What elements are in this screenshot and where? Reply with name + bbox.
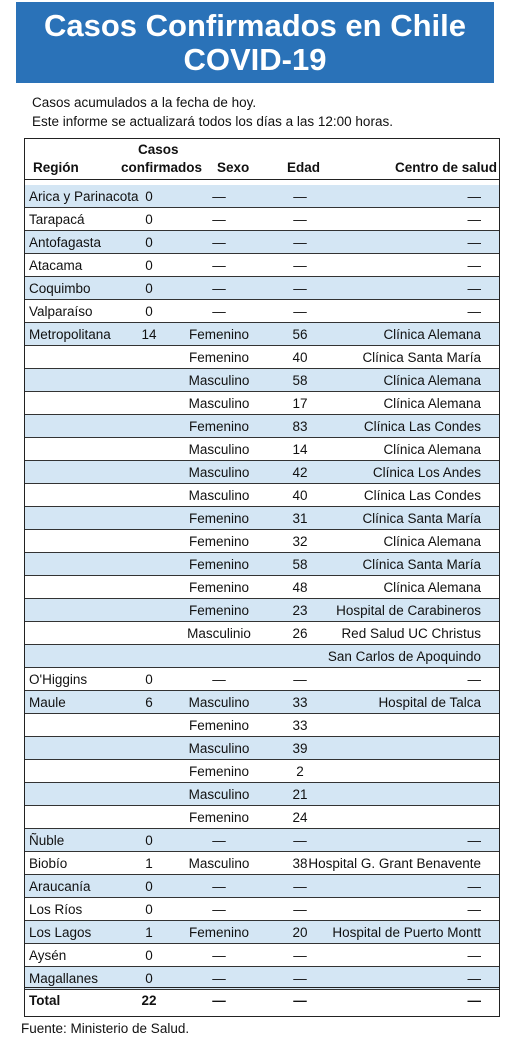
sexo-cell: — bbox=[212, 304, 226, 319]
edad-cell: 2 bbox=[296, 764, 304, 779]
centro-cell: Clínica Alemana bbox=[383, 373, 481, 388]
centro-cell: — bbox=[467, 212, 481, 227]
casos-cell: 0 bbox=[145, 672, 153, 687]
region-cell: Biobío bbox=[29, 856, 68, 871]
region-cell: Antofagasta bbox=[29, 235, 102, 250]
header-sexo: Sexo bbox=[217, 160, 250, 175]
total-row bbox=[25, 989, 499, 1012]
region-cell: Aysén bbox=[29, 948, 67, 963]
edad-cell: 48 bbox=[292, 580, 308, 595]
centro-cell: Hospital de Talca bbox=[378, 695, 481, 710]
title-line-1: Casos Confirmados en Chile bbox=[43, 8, 467, 43]
sexo-cell: Masculino bbox=[188, 465, 250, 480]
edad-cell: — bbox=[293, 304, 307, 319]
centro-cell: San Carlos de Apoquindo bbox=[327, 649, 481, 664]
sexo-cell: Femenino bbox=[188, 603, 250, 618]
edad-cell: 38 bbox=[292, 856, 308, 871]
header-confirmados: confirmados bbox=[121, 160, 203, 175]
edad-cell: 32 bbox=[292, 534, 308, 549]
edad-cell: — bbox=[293, 281, 307, 296]
table-row bbox=[25, 714, 499, 737]
intro-line-2: Este informe se actualizará todos los días a las 12:00 horas. bbox=[32, 114, 393, 129]
table-row bbox=[25, 783, 499, 806]
centro-cell: — bbox=[467, 879, 481, 894]
casos-cell: 0 bbox=[145, 304, 153, 319]
centro-cell: — bbox=[467, 971, 481, 986]
sexo-cell: — bbox=[212, 971, 226, 986]
sexo-cell: Masculino bbox=[188, 488, 250, 503]
edad-cell: 42 bbox=[292, 465, 308, 480]
edad-cell: — bbox=[293, 833, 307, 848]
centro-cell: — bbox=[467, 304, 481, 319]
edad-cell: 21 bbox=[292, 787, 308, 802]
table-row bbox=[25, 622, 499, 645]
table-row bbox=[25, 875, 499, 898]
centro-cell: Clínica Alemana bbox=[383, 534, 481, 549]
edad-cell: 40 bbox=[292, 488, 308, 503]
table-row bbox=[25, 438, 499, 461]
region-cell: O'Higgins bbox=[29, 672, 88, 687]
region-cell: Metropolitana bbox=[29, 327, 111, 342]
sexo-cell: Femenino bbox=[188, 350, 250, 365]
centro-cell: Clínica Los Andes bbox=[372, 465, 481, 480]
centro-cell: — bbox=[467, 902, 481, 917]
table-row bbox=[25, 369, 499, 392]
casos-cell: 0 bbox=[145, 281, 153, 296]
casos-cell: 6 bbox=[145, 695, 153, 710]
edad-cell: — bbox=[293, 879, 307, 894]
casos-cell: 0 bbox=[145, 879, 153, 894]
casos-cell: 0 bbox=[145, 235, 153, 250]
table-row bbox=[25, 576, 499, 599]
title-line-2: COVID-19 bbox=[183, 42, 327, 77]
edad-cell: — bbox=[293, 189, 307, 204]
region-cell: Ñuble bbox=[29, 833, 65, 848]
centro-cell: Clínica Alemana bbox=[383, 327, 481, 342]
header-centro: Centro de salud bbox=[395, 160, 498, 175]
table-row bbox=[25, 185, 499, 208]
edad-cell: 39 bbox=[292, 741, 308, 756]
region-cell: Arica y Parinacota bbox=[29, 189, 139, 204]
table-row bbox=[25, 346, 499, 369]
table-row bbox=[25, 806, 499, 829]
edad-cell: 56 bbox=[292, 327, 308, 342]
cases-table bbox=[24, 138, 500, 1017]
casos-cell: 1 bbox=[145, 856, 153, 871]
sexo-cell: Femenino bbox=[188, 925, 250, 940]
centro-cell: — bbox=[467, 672, 481, 687]
casos-cell: 0 bbox=[145, 189, 153, 204]
table-row bbox=[25, 737, 499, 760]
edad-cell: 58 bbox=[292, 557, 308, 572]
edad-cell: 23 bbox=[292, 603, 308, 618]
centro-cell: — bbox=[467, 281, 481, 296]
sexo-cell: Femenino bbox=[188, 764, 250, 779]
sexo-cell: — bbox=[212, 235, 226, 250]
sexo-cell: Masculino bbox=[188, 787, 250, 802]
edad-cell: 33 bbox=[292, 718, 308, 733]
centro-cell: Clínica Alemana bbox=[383, 396, 481, 411]
casos-cell: 0 bbox=[145, 902, 153, 917]
total-centro: — bbox=[467, 993, 481, 1008]
table-row bbox=[25, 645, 499, 668]
sexo-cell: Femenino bbox=[188, 810, 250, 825]
source-note: Fuente: Ministerio de Salud. bbox=[21, 1021, 190, 1036]
sexo-cell: Femenino bbox=[188, 718, 250, 733]
sexo-cell: Femenino bbox=[188, 534, 250, 549]
total-sexo: — bbox=[212, 993, 226, 1008]
total-label: Total bbox=[29, 993, 61, 1008]
region-cell: Magallanes bbox=[29, 971, 99, 986]
edad-cell: 26 bbox=[292, 626, 308, 641]
table-row bbox=[25, 392, 499, 415]
sexo-cell: Femenino bbox=[188, 327, 250, 342]
centro-cell: — bbox=[467, 258, 481, 273]
sexo-cell: — bbox=[212, 212, 226, 227]
edad-cell: 40 bbox=[292, 350, 308, 365]
table-row bbox=[25, 323, 499, 346]
sexo-cell: — bbox=[212, 833, 226, 848]
centro-cell: Clínica Santa María bbox=[362, 350, 481, 365]
casos-cell: 1 bbox=[145, 925, 153, 940]
sexo-cell: Masculinio bbox=[187, 626, 251, 641]
sexo-cell: — bbox=[212, 189, 226, 204]
sexo-cell: Masculino bbox=[188, 396, 250, 411]
table-row bbox=[25, 599, 499, 622]
edad-cell: — bbox=[293, 971, 307, 986]
edad-cell: 14 bbox=[292, 442, 308, 457]
table-row bbox=[25, 668, 499, 691]
total-edad: — bbox=[293, 993, 307, 1008]
casos-cell: 14 bbox=[141, 327, 157, 342]
table-row bbox=[25, 944, 499, 967]
title-banner bbox=[16, 2, 494, 83]
casos-cell: 0 bbox=[145, 833, 153, 848]
sexo-cell: — bbox=[212, 281, 226, 296]
total-casos: 22 bbox=[141, 993, 157, 1008]
table-row bbox=[25, 760, 499, 783]
table-row bbox=[25, 461, 499, 484]
edad-cell: — bbox=[293, 902, 307, 917]
intro-text bbox=[32, 93, 393, 131]
centro-cell: Red Salud UC Christus bbox=[341, 626, 481, 641]
table-row bbox=[25, 208, 499, 231]
sexo-cell: Masculino bbox=[188, 373, 250, 388]
centro-cell: Clínica Las Condes bbox=[363, 419, 481, 434]
sexo-cell: Femenino bbox=[188, 580, 250, 595]
casos-cell: 0 bbox=[145, 948, 153, 963]
sexo-cell: Masculino bbox=[188, 741, 250, 756]
sexo-cell: — bbox=[212, 672, 226, 687]
centro-cell: — bbox=[467, 948, 481, 963]
region-cell: Maule bbox=[29, 695, 66, 710]
sexo-cell: — bbox=[212, 948, 226, 963]
region-cell: Los Lagos bbox=[29, 925, 92, 940]
sexo-cell: Femenino bbox=[188, 557, 250, 572]
casos-cell: 0 bbox=[145, 971, 153, 986]
centro-cell: Clínica Santa María bbox=[362, 511, 481, 526]
table-row bbox=[25, 829, 499, 852]
table-row bbox=[25, 277, 499, 300]
header-edad: Edad bbox=[287, 160, 321, 175]
centro-cell: — bbox=[467, 189, 481, 204]
intro-line-1: Casos acumulados a la fecha de hoy. bbox=[32, 95, 257, 110]
header-rule bbox=[25, 179, 499, 180]
centro-cell: Clínica Las Condes bbox=[363, 488, 481, 503]
table-row bbox=[25, 921, 499, 944]
table-row bbox=[25, 231, 499, 254]
centro-cell: — bbox=[467, 235, 481, 250]
sexo-cell: Femenino bbox=[188, 419, 250, 434]
sexo-cell: — bbox=[212, 879, 226, 894]
region-cell: Los Ríos bbox=[29, 902, 83, 917]
casos-cell: 0 bbox=[145, 212, 153, 227]
table-row bbox=[25, 484, 499, 507]
table-row bbox=[25, 898, 499, 921]
region-cell: Tarapacá bbox=[29, 212, 85, 227]
region-cell: Atacama bbox=[29, 258, 83, 273]
edad-cell: 33 bbox=[292, 695, 308, 710]
centro-cell: Hospital G. Grant Benavente bbox=[308, 856, 481, 871]
edad-cell: 58 bbox=[292, 373, 308, 388]
centro-cell: Clínica Santa María bbox=[362, 557, 481, 572]
centro-cell: — bbox=[467, 833, 481, 848]
sexo-cell: — bbox=[212, 902, 226, 917]
region-cell: Valparaíso bbox=[29, 304, 93, 319]
edad-cell: 20 bbox=[292, 925, 308, 940]
centro-cell: Hospital de Carabineros bbox=[336, 603, 481, 618]
edad-cell: — bbox=[293, 235, 307, 250]
total-rule bbox=[25, 987, 499, 988]
edad-cell: — bbox=[293, 258, 307, 273]
sexo-cell: Masculino bbox=[188, 442, 250, 457]
sexo-cell: Femenino bbox=[188, 511, 250, 526]
sexo-cell: Masculino bbox=[188, 856, 250, 871]
header-casos: Casos bbox=[138, 142, 179, 157]
edad-cell: — bbox=[293, 672, 307, 687]
sexo-cell: — bbox=[212, 258, 226, 273]
header-region: Región bbox=[33, 160, 79, 175]
table-row bbox=[25, 300, 499, 323]
table-row bbox=[25, 415, 499, 438]
centro-cell: Hospital de Puerto Montt bbox=[332, 925, 481, 940]
edad-cell: 24 bbox=[292, 810, 308, 825]
centro-cell: Clínica Alemana bbox=[383, 442, 481, 457]
edad-cell: 31 bbox=[292, 511, 308, 526]
edad-cell: — bbox=[293, 948, 307, 963]
table-row bbox=[25, 553, 499, 576]
edad-cell: 83 bbox=[292, 419, 308, 434]
table-row bbox=[25, 507, 499, 530]
region-cell: Coquimbo bbox=[29, 281, 91, 296]
edad-cell: 17 bbox=[292, 396, 308, 411]
table-row bbox=[25, 530, 499, 553]
sexo-cell: Masculino bbox=[188, 695, 250, 710]
table-row bbox=[25, 691, 499, 714]
casos-cell: 0 bbox=[145, 258, 153, 273]
region-cell: Araucanía bbox=[29, 879, 91, 894]
table-row bbox=[25, 852, 499, 875]
edad-cell: — bbox=[293, 212, 307, 227]
centro-cell: Clínica Alemana bbox=[383, 580, 481, 595]
table-row bbox=[25, 254, 499, 277]
